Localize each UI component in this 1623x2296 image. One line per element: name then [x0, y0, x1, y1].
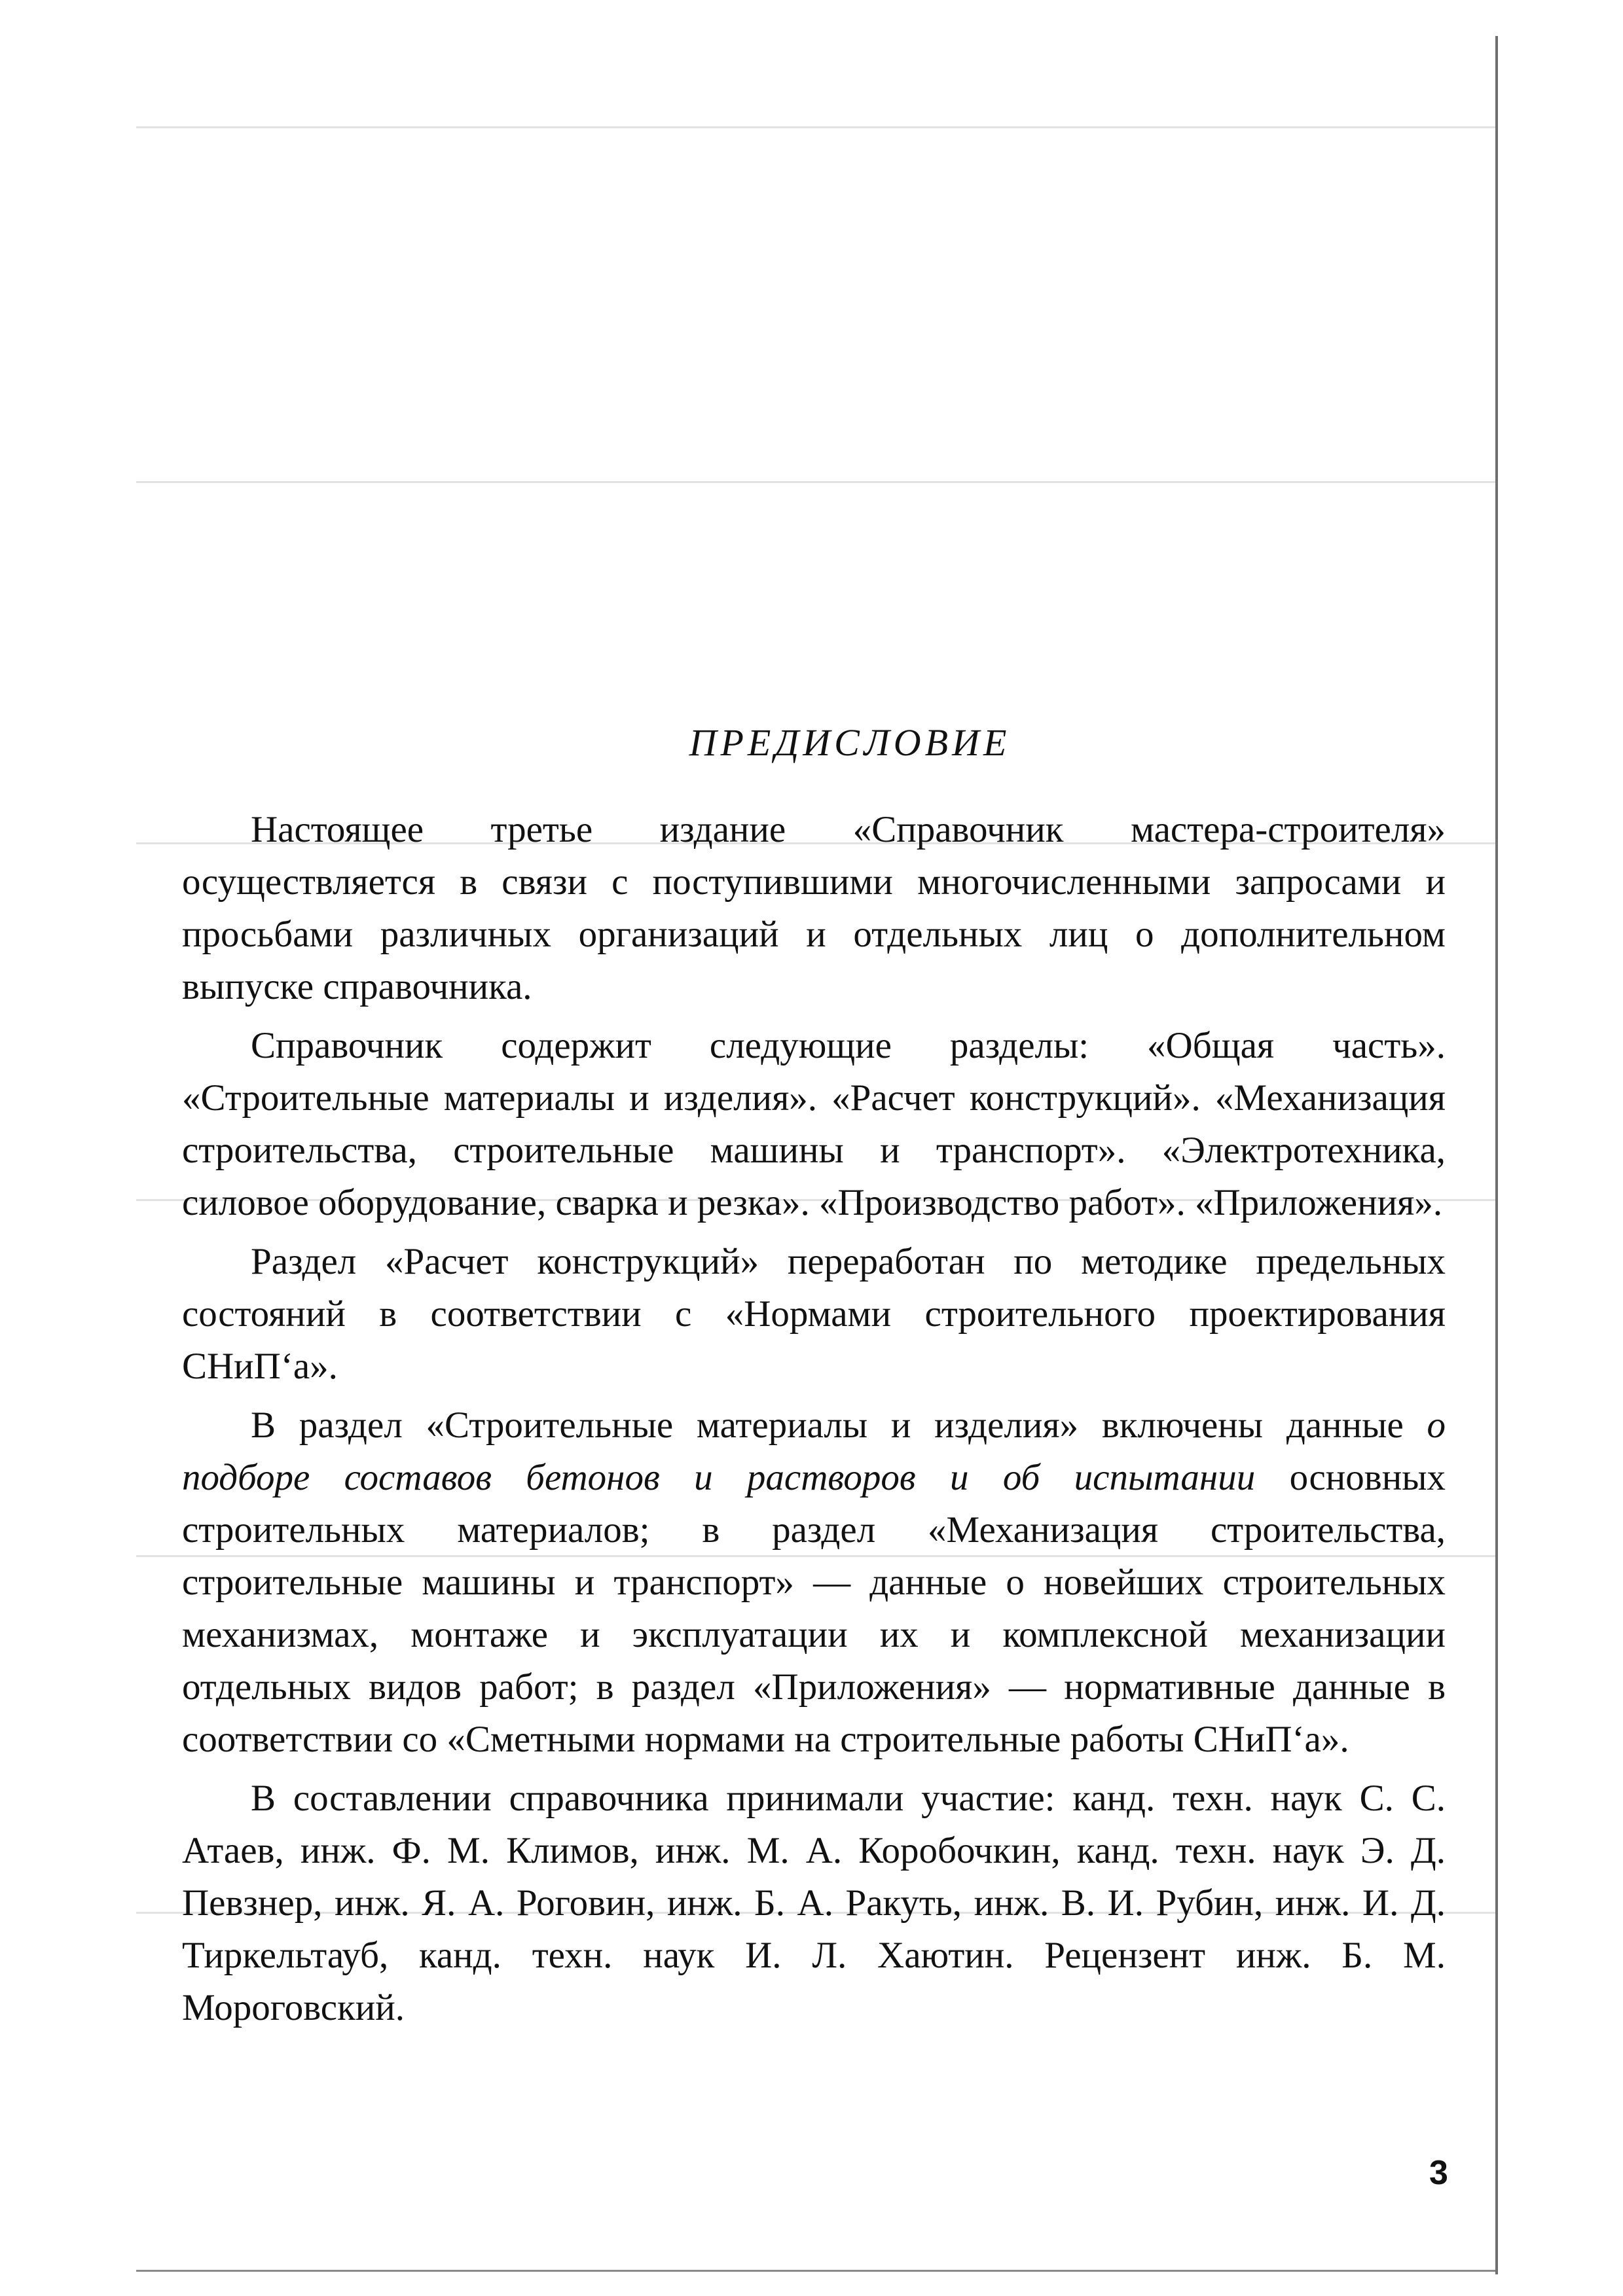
scan-artifact-line: [136, 481, 1498, 483]
paragraph-4-italic: о подборе составов бетонов и растворов и об испытании: [182, 1404, 1446, 1498]
paragraph-4: [182, 1399, 1446, 1766]
page-bottom-edge: [136, 2270, 1498, 2272]
paragraph-4-end: основных строительных материалов; в раздел «Механизация строительства, строительные машины и транспорт» — данные о новейших строительных механизмах, монтаже и эксплуатации их и комплексной механизации отдельных видов работ; в раздел «Приложения» — нормативные данные в соответствии со «Сметными нормами на строительные работы СНиП‘а».: [182, 1456, 1446, 1760]
paragraph-4-start: В раздел «Строительные материалы и изделия» включены данные: [251, 1404, 1427, 1446]
paragraph-3: Раздел «Расчет конструкций» переработан по методике предельных состояний в соответствии с «Нормами строительного проектирования СНиП‘а».: [182, 1240, 1446, 1387]
page-right-edge: [1495, 36, 1498, 2274]
paragraph-5: В составлении справочника принимали участие: канд. техн. наук С. С. Атаев, инж. Ф. М. Климов, инж. М. А. Коробочкин, канд. техн. наук Э. Д. Певзнер, инж. Я. А. Роговин, инж. Б. А. Ракуть, инж. В. И. Рубин, инж. И. Д. Тиркельтауб, канд. техн. наук И. Л. Хаютин. Рецензент инж. Б. М. Мороговский.: [182, 1777, 1446, 2028]
page-number: 3: [1429, 2154, 1448, 2192]
scan-artifact-line: [136, 126, 1498, 128]
paragraph-1: Настоящее третье издание «Справочник мастера-строителя» осуществляется в связи с поступившими многочисленными запросами и просьбами различных организаций и отдельных лиц о дополнительном выпуске справочника.: [182, 808, 1446, 1007]
paragraph-2: Справочник содержит следующие разделы: «Общая часть». «Строительные материалы и изделия». «Расчет конструкций». «Механизация строительства, строительные машины и транспорт». «Электротехника, силовое оборудование, сварка и резка». «Производство работ». «Приложения».: [182, 1024, 1446, 1223]
preface-body: [182, 720, 1446, 2041]
page-title: ПРЕДИСЛОВИЕ: [689, 721, 1011, 764]
